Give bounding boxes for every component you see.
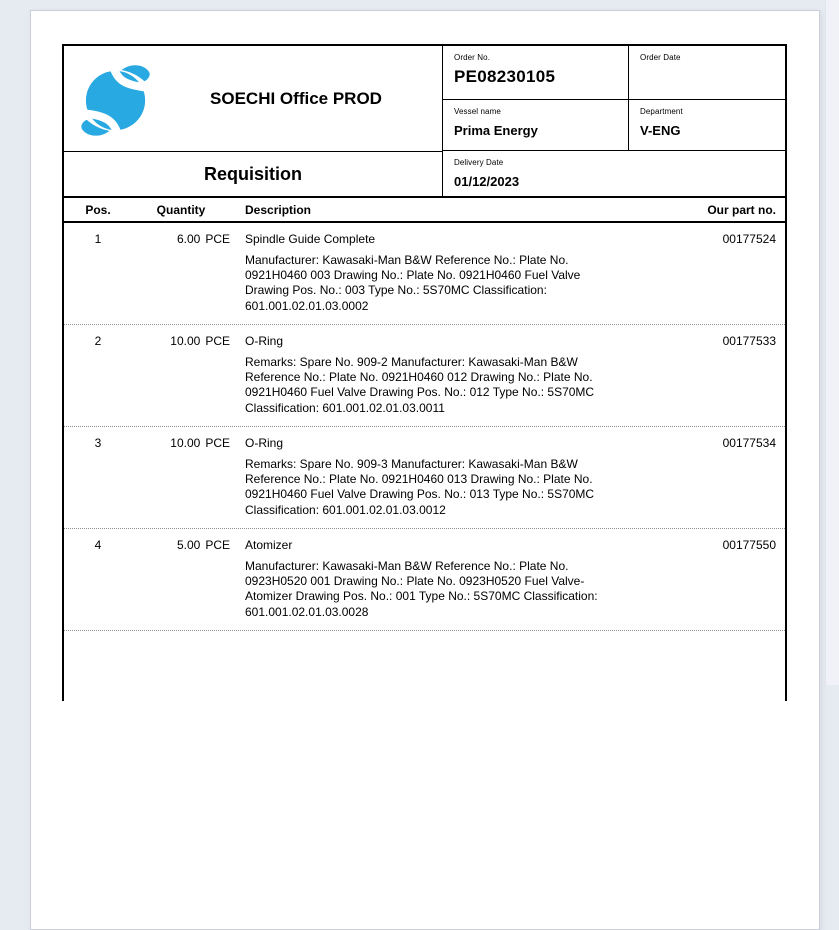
order-date-cell — [629, 46, 785, 99]
item-pos: 3 — [94, 435, 102, 450]
item-title: Atomizer — [245, 537, 293, 552]
delivery-date-value: 01/12/2023 — [454, 174, 520, 189]
item-quantity-value: 10.00 — [170, 435, 201, 450]
item-quantity-unit: PCE — [205, 333, 230, 348]
delivery-date-cell — [443, 151, 785, 195]
department-label: Department — [640, 106, 683, 116]
item-part-no: 00177534 — [722, 435, 776, 450]
requisition-form — [62, 44, 787, 701]
item-quantity — [132, 334, 230, 348]
item-quantity-unit: PCE — [205, 435, 230, 450]
item-title: O-Ring — [245, 435, 284, 450]
item-quantity-value: 6.00 — [176, 232, 201, 246]
item-title: Spindle Guide Complete — [245, 232, 376, 246]
item-quantity — [132, 436, 230, 450]
item-details: Manufacturer: Kawasaki-Man B&W Reference No.: Plate No. 0921H0460 003 Drawing No.: Plate No. 0921H0460 Fuel Valve Drawing Pos. No.: 003 Type No.: 5S70MC Classification: 601.001.02.01.03.0002 — [245, 253, 581, 313]
column-header-pos: Pos. — [85, 202, 111, 217]
vessel-name-cell — [443, 100, 629, 151]
table-row — [64, 427, 785, 529]
logo-cell — [64, 46, 442, 152]
item-quantity-value: 5.00 — [176, 537, 201, 552]
item-quantity-value: 10.00 — [170, 333, 201, 348]
item-part-no: 00177550 — [722, 537, 776, 552]
order-no-cell — [443, 46, 629, 99]
item-details: Remarks: Spare No. 909-2 Manufacturer: Kawasaki-Man B&W Reference No.: Plate No. 0921H0460 012 Drawing No.: Plate No. 0921H0460 Fuel Valve Drawing Pos. No.: 012 Type No.: 5S70MC Classification: 601.001.02.01.03.0011 — [245, 354, 595, 415]
item-pos: 1 — [94, 232, 102, 246]
order-no-label: Order No. — [454, 53, 491, 62]
item-pos: 2 — [94, 333, 102, 348]
table-row — [64, 325, 785, 427]
item-description — [230, 436, 655, 518]
table-row — [64, 223, 785, 325]
order-row — [443, 46, 785, 100]
item-quantity-unit: PCE — [205, 537, 230, 552]
item-part-no: 00177524 — [722, 232, 776, 246]
vessel-name-label: Vessel name — [454, 106, 501, 116]
form-header-right — [443, 46, 785, 196]
document-page — [30, 10, 820, 930]
form-header — [62, 44, 787, 198]
item-description — [230, 334, 655, 416]
form-header-left — [64, 46, 443, 196]
item-details: Remarks: Spare No. 909-3 Manufacturer: Kawasaki-Man B&W Reference No.: Plate No. 0921H0460 013 Drawing No.: Plate No. 0921H0460 Fuel Valve Drawing Pos. No.: 013 Type No.: 5S70MC Classification: 601.001.02.01.03.0012 — [245, 456, 595, 517]
department-cell — [629, 100, 785, 151]
company-name: SOECHI Office PROD — [210, 88, 382, 108]
order-date-label: Order Date — [640, 53, 681, 62]
table-row — [64, 529, 785, 631]
delivery-row — [443, 151, 785, 195]
item-description — [230, 232, 655, 314]
item-quantity-unit: PCE — [205, 232, 230, 246]
item-details: Manufacturer: Kawasaki-Man B&W Reference No.: Plate No. 0923H0520 001 Drawing No.: Plate No. 0923H0520 Fuel Valve-Atomizer Drawing Pos. No.: 001 Type No.: 5S70MC Classification: 601.001.02.01.03.0028 — [245, 558, 598, 619]
item-title: O-Ring — [245, 333, 284, 348]
document-title: Requisition — [204, 163, 302, 184]
vessel-name-value: Prima Energy — [454, 122, 538, 138]
items-table-header — [62, 198, 787, 223]
item-description — [230, 538, 655, 620]
item-quantity — [132, 538, 230, 552]
item-pos: 4 — [94, 537, 102, 552]
soechi-logo-icon — [78, 62, 156, 136]
scrollbar-track[interactable] — [825, 0, 839, 685]
column-header-description: Description — [245, 202, 312, 217]
items-table-body — [62, 223, 787, 701]
delivery-date-label: Delivery Date — [454, 158, 504, 167]
column-header-part-no: Our part no. — [707, 202, 776, 217]
department-value: V-ENG — [640, 122, 681, 138]
vessel-row — [443, 100, 785, 152]
order-no-value: PE08230105 — [454, 67, 556, 86]
column-header-quantity: Quantity — [156, 202, 206, 217]
item-part-no: 00177533 — [722, 333, 776, 348]
item-quantity — [132, 232, 230, 246]
